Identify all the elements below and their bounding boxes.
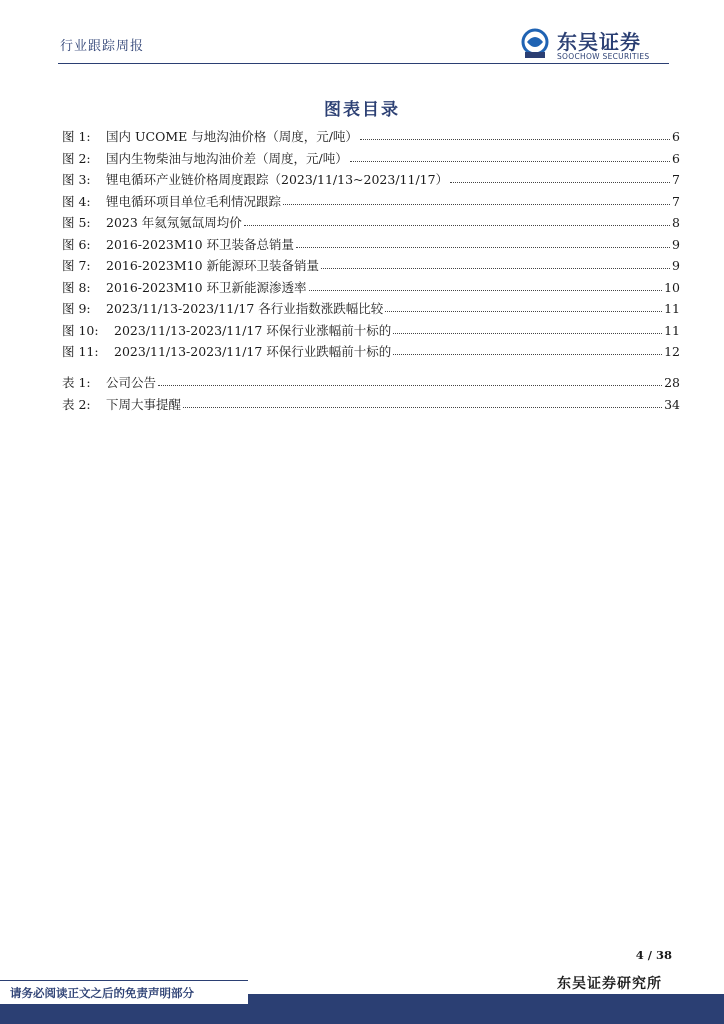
- toc-entry-label: 图 1:: [62, 129, 91, 144]
- toc-entry-page: 9: [672, 236, 680, 252]
- toc-leader-dots: [296, 237, 670, 248]
- toc-leader-dots: [309, 280, 663, 291]
- toc-entry-page: 11: [664, 322, 680, 338]
- toc-entry-page: 34: [664, 396, 680, 412]
- toc-leader-dots: [283, 194, 670, 205]
- toc-leader-dots: [450, 172, 670, 183]
- toc-entry-title: 锂电循环产业链价格周度跟踪（2023/11/13~2023/11/17）: [106, 172, 449, 187]
- toc-title: 图表目录: [324, 100, 400, 120]
- toc-leader-dots: [244, 215, 670, 226]
- toc-entry-label: 表 1:: [62, 375, 91, 390]
- toc-entry-page: 28: [664, 375, 680, 390]
- toc-entry[interactable]: [62, 192, 680, 214]
- toc-entry[interactable]: [62, 213, 680, 235]
- toc-entry[interactable]: [62, 127, 680, 149]
- header-divider: [58, 63, 669, 64]
- toc-leader-dots: [393, 344, 662, 355]
- toc-entry-title: 2016-2023M10 环卫装备总销量: [106, 236, 295, 252]
- toc-entry-title: 下周大事提醒: [106, 396, 182, 412]
- brand-name-cn: 东吴证券: [557, 30, 641, 54]
- toc-entry-label: 图 9:: [62, 301, 91, 316]
- toc-entry-label: 图 10:: [62, 322, 99, 338]
- toc-entry-label: 图 2:: [62, 150, 91, 166]
- figure-list: [62, 127, 680, 364]
- brand-name-en: SOOCHOW SECURITIES: [557, 52, 650, 61]
- toc-entry-page: 7: [672, 193, 680, 209]
- toc-entry-title: 公司公告: [106, 375, 157, 390]
- toc-leader-dots: [158, 375, 662, 386]
- toc-entry-page: 12: [664, 344, 680, 359]
- toc-entry[interactable]: [62, 256, 680, 278]
- toc-entry-page: 6: [672, 129, 680, 144]
- toc-leader-dots: [350, 151, 670, 162]
- toc-entry-title: 锂电循环项目单位毛利情况跟踪: [106, 193, 282, 209]
- toc-entry[interactable]: [62, 299, 680, 321]
- toc-entry-label: 图 8:: [62, 279, 91, 295]
- report-type-label: 行业跟踪周报: [60, 39, 145, 54]
- footer-brand: 东吴证券研究所: [557, 976, 662, 992]
- toc-entry[interactable]: [62, 373, 680, 395]
- toc-entry[interactable]: [62, 321, 680, 343]
- toc-entry-page: 7: [672, 172, 680, 187]
- disclaimer-notice: 请务必阅读正文之后的免责声明部分: [0, 980, 248, 1004]
- toc-entry[interactable]: [62, 235, 680, 257]
- table-list: [62, 373, 680, 416]
- toc-entry-page: 11: [664, 301, 680, 316]
- toc-entry-label: 图 4:: [62, 193, 91, 209]
- toc-leader-dots: [385, 301, 662, 312]
- toc-entry-label: 图 3:: [62, 172, 91, 187]
- toc-entry-title: 国内 UCOME 与地沟油价格（周度，元/吨）: [106, 129, 358, 144]
- toc-entry-title: 2023/11/13-2023/11/17 各行业指数涨跌幅比较: [106, 301, 384, 316]
- toc-entry-title: 2023 年氦氖氪氙周均价: [106, 215, 242, 230]
- page-number: 4 / 38: [635, 948, 672, 962]
- toc-entry-label: 图 7:: [62, 258, 91, 273]
- toc-leader-dots: [360, 129, 670, 140]
- toc-entry-label: 图 11:: [62, 344, 99, 359]
- toc-entry-title: 国内生物柴油与地沟油价差（周度，元/吨）: [106, 150, 348, 166]
- toc-entry-label: 图 5:: [62, 215, 91, 230]
- brand-logo: [519, 26, 669, 64]
- toc-leader-dots: [393, 323, 662, 334]
- toc-entry-title: 2023/11/13-2023/11/17 环保行业跌幅前十标的: [114, 344, 392, 359]
- toc-entry-title: 2016-2023M10 环卫新能源渗透率: [106, 279, 307, 295]
- toc-leader-dots: [183, 397, 662, 408]
- toc-entry-title: 2023/11/13-2023/11/17 环保行业涨幅前十标的: [114, 322, 392, 338]
- scs-logo-icon: [519, 28, 551, 60]
- toc-entry[interactable]: [62, 278, 680, 300]
- toc-entry-page: 8: [672, 215, 680, 230]
- toc-entry-page: 9: [672, 258, 680, 273]
- toc-entry-title: 2016-2023M10 新能源环卫装备销量: [106, 258, 320, 273]
- toc-entry-page: 10: [664, 279, 680, 295]
- toc-leader-dots: [321, 258, 670, 269]
- toc-entry-label: 图 6:: [62, 236, 91, 252]
- toc-entry[interactable]: [62, 170, 680, 192]
- toc-entry-label: 表 2:: [62, 396, 91, 412]
- toc-entry[interactable]: [62, 342, 680, 364]
- toc-entry[interactable]: [62, 395, 680, 417]
- toc-entry[interactable]: [62, 149, 680, 171]
- toc-entry-page: 6: [672, 150, 680, 166]
